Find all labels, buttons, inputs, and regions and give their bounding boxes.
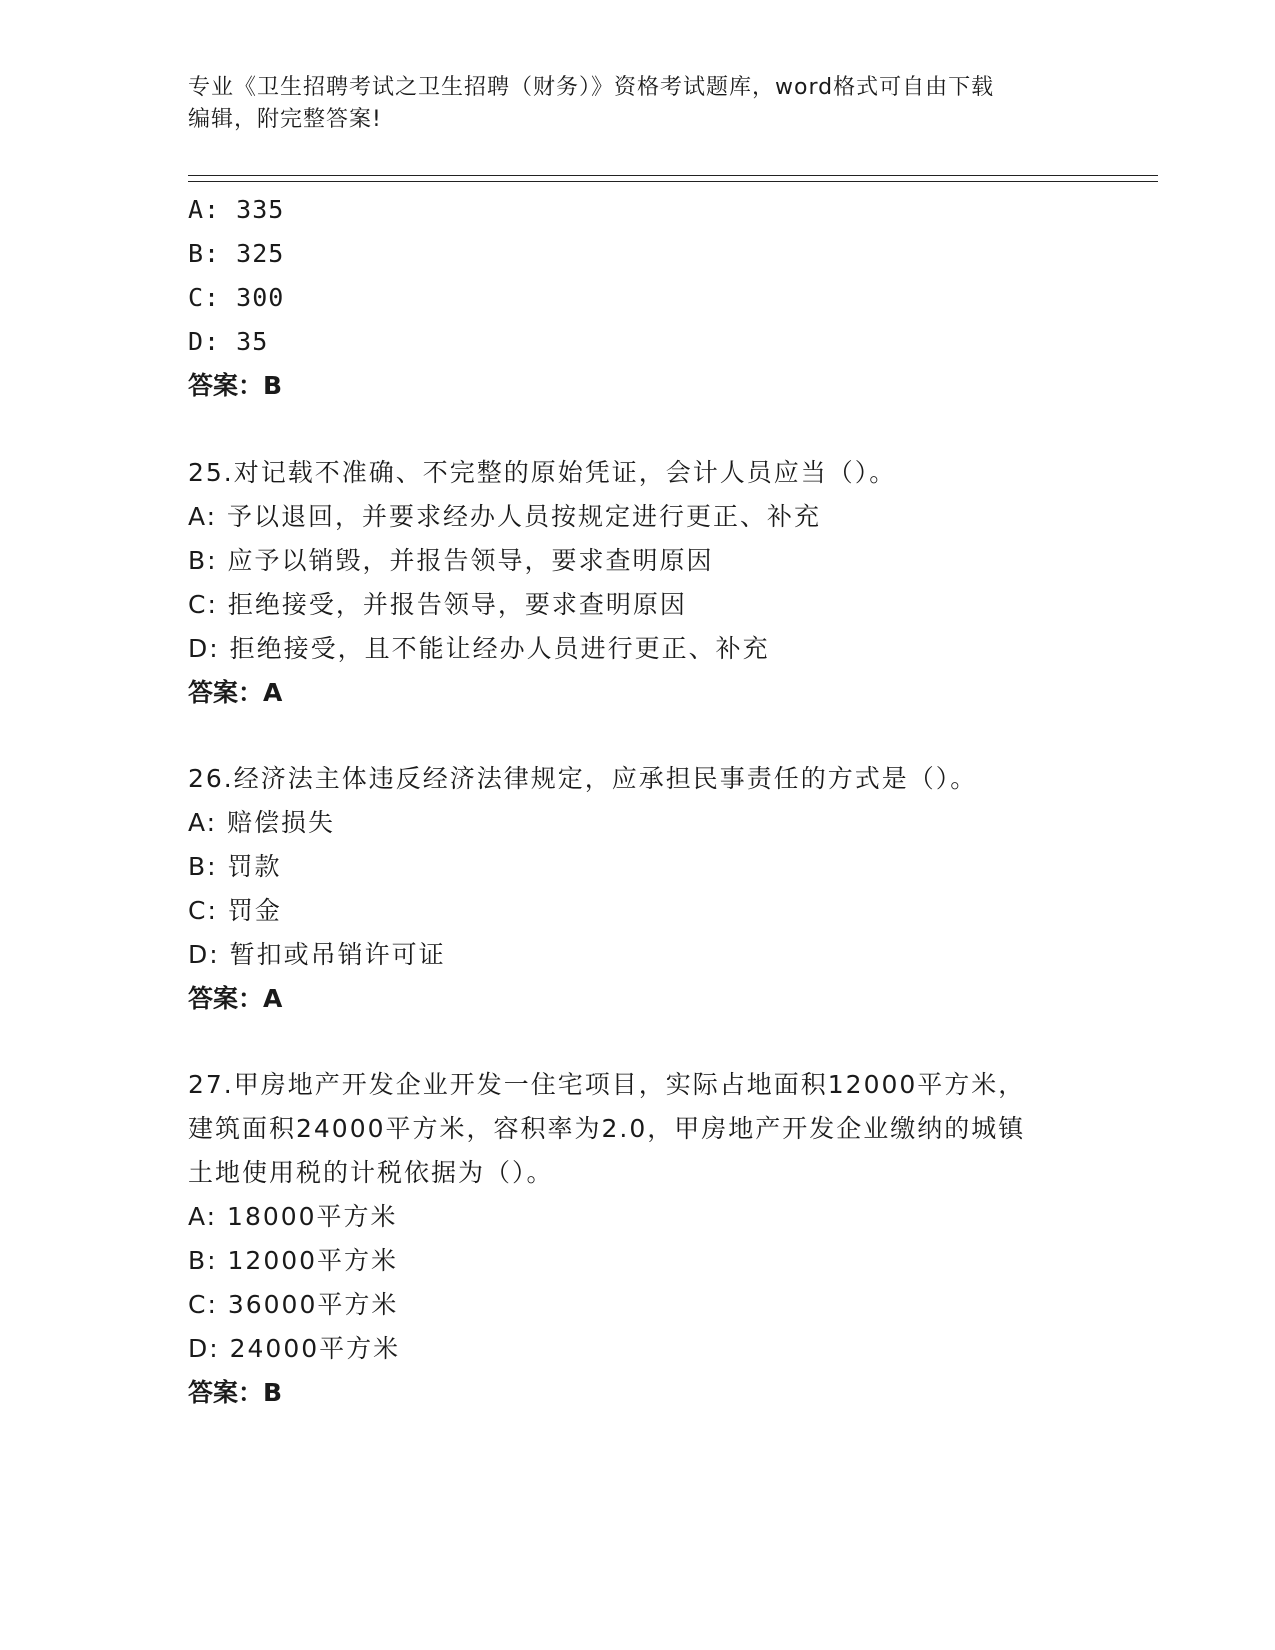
q25-question: 25.对记载不准确、不完整的原始凭证，会计人员应当（）。 <box>188 458 897 487</box>
q26-option-b: B: 罚款 <box>188 852 282 881</box>
header-divider-top <box>188 175 1158 176</box>
header-line-2: 编辑，附完整答案! <box>188 107 382 132</box>
q26-question: 26.经济法主体违反经济法律规定，应承担民事责任的方式是（）。 <box>188 764 978 793</box>
q27-option-d: D: 24000平方米 <box>188 1334 401 1363</box>
q25-option-d: D: 拒绝接受，且不能让经办人员进行更正、补充 <box>188 634 770 663</box>
q27-option-a: A: 18000平方米 <box>188 1202 398 1231</box>
q27-question-line-2: 建筑面积24000平方米，容积率为2.0，甲房地产开发企业缴纳的城镇 <box>188 1114 1026 1143</box>
q27-option-b: B: 12000平方米 <box>188 1246 399 1275</box>
q25-option-a: A: 予以退回，并要求经办人员按规定进行更正、补充 <box>188 502 822 531</box>
q25-option-c: C: 拒绝接受，并报告领导，要求查明原因 <box>188 590 687 619</box>
q27-question-line-3: 土地使用税的计税依据为（）。 <box>188 1158 554 1187</box>
q27-option-c: C: 36000平方米 <box>188 1290 399 1319</box>
q26-option-d: D: 暂扣或吊销许可证 <box>188 940 446 969</box>
q24-option-b: B: 325 <box>188 239 285 268</box>
q25-answer: 答案：A <box>188 678 283 707</box>
q26-option-c: C: 罚金 <box>188 896 282 925</box>
header-divider-bottom <box>188 181 1158 182</box>
q26-answer: 答案：A <box>188 984 283 1013</box>
q24-answer: 答案：B <box>188 371 283 400</box>
header-line-1: 专业《卫生招聘考试之卫生招聘（财务）》资格考试题库，word格式可自由下载 <box>188 75 995 100</box>
q24-option-c: C: 300 <box>188 283 285 312</box>
q25-option-b: B: 应予以销毁，并报告领导，要求查明原因 <box>188 546 714 575</box>
q24-option-a: A: 335 <box>188 195 285 224</box>
q24-option-d: D: 35 <box>188 327 269 356</box>
q27-question-line-1: 27.甲房地产开发企业开发一住宅项目，实际占地面积12000平方米， <box>188 1070 1026 1099</box>
q27-answer: 答案：B <box>188 1378 283 1407</box>
document-header <box>188 72 1088 136</box>
q26-option-a: A: 赔偿损失 <box>188 808 336 837</box>
